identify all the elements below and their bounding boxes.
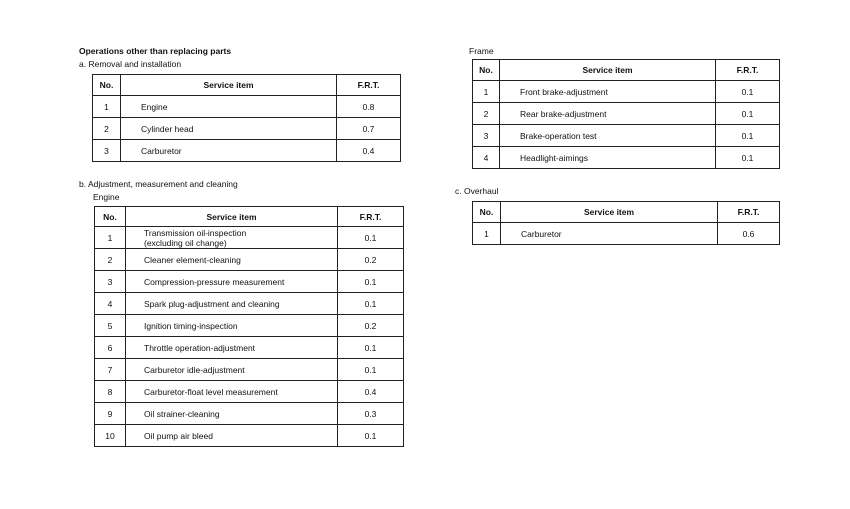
table-header-row [95, 207, 404, 227]
row-frt: 0.1 [716, 147, 780, 169]
table-row [93, 96, 401, 118]
table-row [473, 147, 780, 169]
header-frt: F.R.T. [337, 75, 401, 96]
table-row [473, 81, 780, 103]
row-item: Carburetor [501, 223, 718, 245]
table-row [473, 223, 780, 245]
row-frt: 0.1 [338, 425, 404, 447]
frame-label: Frame [469, 46, 494, 56]
engine-adjustment-table [94, 206, 404, 447]
header-no: No. [93, 75, 121, 96]
row-item: Rear brake-adjustment [500, 103, 716, 125]
table-row [95, 271, 404, 293]
row-item: Carburetor [121, 140, 337, 162]
table-row [95, 425, 404, 447]
row-frt: 0.1 [338, 271, 404, 293]
row-item: Spark plug-adjustment and cleaning [126, 293, 338, 315]
row-no: 3 [473, 125, 500, 147]
row-no: 1 [95, 227, 126, 249]
row-frt: 0.1 [716, 103, 780, 125]
row-no: 9 [95, 403, 126, 425]
table-header-row [473, 202, 780, 223]
header-frt: F.R.T. [718, 202, 780, 223]
row-item: Carburetor idle-adjustment [126, 359, 338, 381]
row-no: 6 [95, 337, 126, 359]
row-item: Carburetor-float level measurement [126, 381, 338, 403]
section-b-label: b. Adjustment, measurement and cleaning [79, 179, 238, 189]
section-c-label: c. Overhaul [455, 186, 499, 196]
row-item: Cleaner element-cleaning [126, 249, 338, 271]
row-no: 5 [95, 315, 126, 337]
row-frt: 0.2 [338, 315, 404, 337]
header-service-item: Service item [126, 207, 338, 227]
row-item: Cylinder head [121, 118, 337, 140]
row-item: Compression-pressure measurement [126, 271, 338, 293]
table-row [95, 359, 404, 381]
overhaul-table [472, 201, 780, 245]
header-frt: F.R.T. [716, 60, 780, 81]
row-frt: 0.6 [718, 223, 780, 245]
engine-sublabel: Engine [93, 192, 120, 202]
row-item: Engine [121, 96, 337, 118]
table-row [93, 140, 401, 162]
table-row [95, 249, 404, 271]
row-no: 10 [95, 425, 126, 447]
table-row [95, 315, 404, 337]
removal-installation-table [92, 74, 401, 162]
row-item: Brake-operation test [500, 125, 716, 147]
table-header-row [473, 60, 780, 81]
row-item-line1: Transmission oil-inspection [144, 227, 247, 238]
row-frt: 0.4 [337, 140, 401, 162]
row-frt: 0.3 [338, 403, 404, 425]
row-no: 3 [93, 140, 121, 162]
table-row [95, 227, 404, 249]
frame-table [472, 59, 780, 169]
header-no: No. [473, 202, 501, 223]
table-row [95, 403, 404, 425]
row-item: Throttle operation-adjustment [126, 337, 338, 359]
row-no: 2 [95, 249, 126, 271]
header-service-item: Service item [121, 75, 337, 96]
row-frt: 0.1 [716, 81, 780, 103]
row-item-line2: (excluding oil change) [144, 237, 227, 248]
row-frt: 0.4 [338, 381, 404, 403]
row-item: Ignition timing-inspection [126, 315, 338, 337]
row-frt: 0.1 [338, 293, 404, 315]
row-frt: 0.1 [716, 125, 780, 147]
row-no: 8 [95, 381, 126, 403]
row-frt: 0.1 [338, 227, 404, 249]
row-item: Oil strainer-cleaning [126, 403, 338, 425]
row-item: Headlight-aimings [500, 147, 716, 169]
row-no: 1 [93, 96, 121, 118]
row-no: 7 [95, 359, 126, 381]
row-no: 2 [93, 118, 121, 140]
page-title: Operations other than replacing parts [79, 46, 232, 56]
row-frt: 0.2 [338, 249, 404, 271]
row-item: Front brake-adjustment [500, 81, 716, 103]
header-service-item: Service item [500, 60, 716, 81]
section-a-label: a. Removal and installation [79, 59, 182, 69]
table-row [95, 337, 404, 359]
table-header-row [93, 75, 401, 96]
table-row [95, 293, 404, 315]
row-frt: 0.8 [337, 96, 401, 118]
row-item [126, 227, 338, 249]
table-row [473, 125, 780, 147]
header-service-item: Service item [501, 202, 718, 223]
row-no: 1 [473, 223, 501, 245]
table-row [473, 103, 780, 125]
row-frt: 0.7 [337, 118, 401, 140]
table-row [93, 118, 401, 140]
header-no: No. [95, 207, 126, 227]
row-no: 3 [95, 271, 126, 293]
table-row [95, 381, 404, 403]
row-frt: 0.1 [338, 359, 404, 381]
row-no: 1 [473, 81, 500, 103]
row-no: 4 [473, 147, 500, 169]
header-no: No. [473, 60, 500, 81]
row-no: 4 [95, 293, 126, 315]
row-frt: 0.1 [338, 337, 404, 359]
row-no: 2 [473, 103, 500, 125]
header-frt: F.R.T. [338, 207, 404, 227]
row-item: Oil pump air bleed [126, 425, 338, 447]
